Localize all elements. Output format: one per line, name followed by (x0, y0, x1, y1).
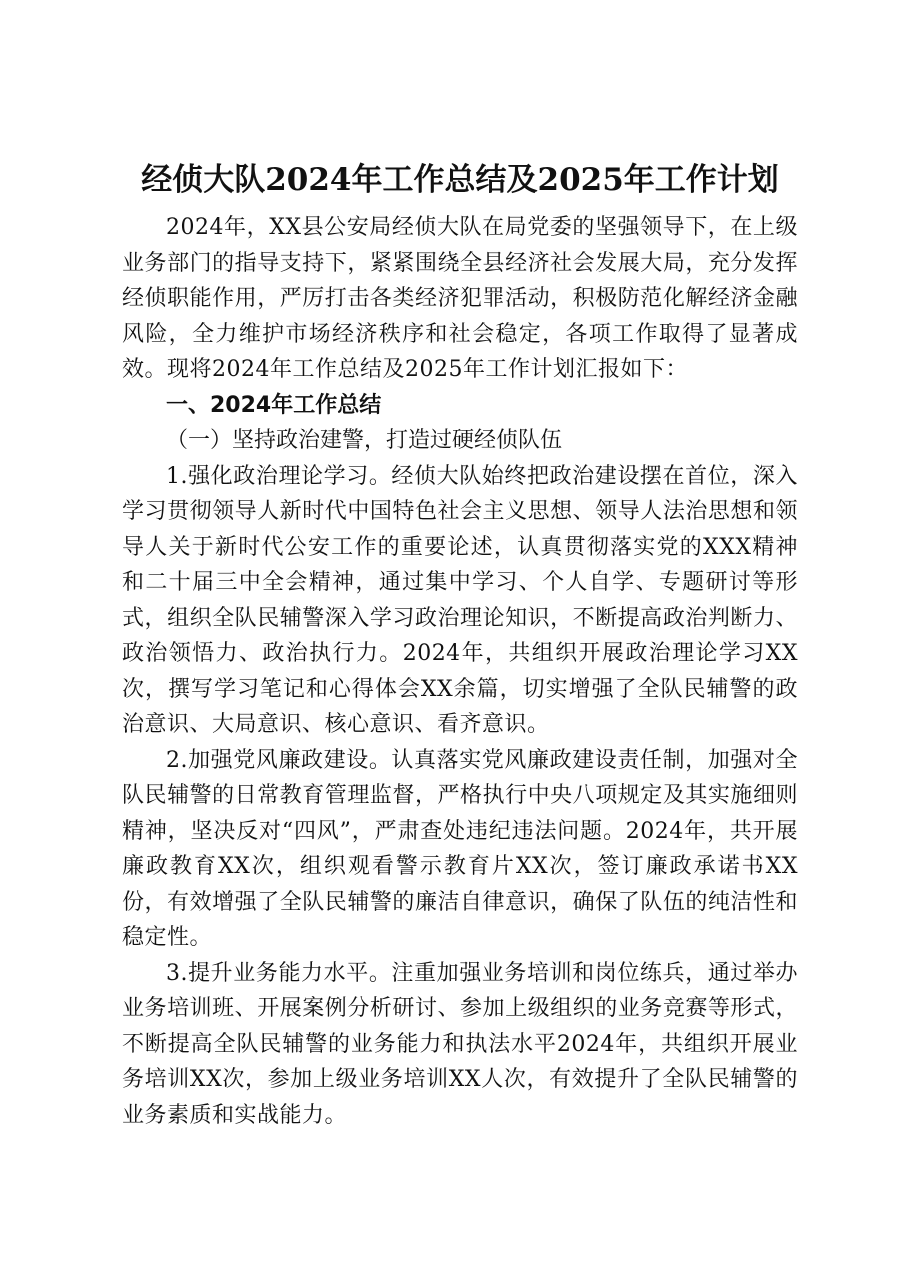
document-page (122, 150, 798, 1133)
document-title: 经侦大队2024年工作总结及2025年工作计划 (141, 162, 779, 198)
section-heading: 一、2024年工作总结 (166, 392, 382, 418)
intro-paragraph: 2024年，XX县公安局经侦大队在局党委的坚强领导下，在上级业务部门的指导支持下，紧紧围绕全县经济社会发展大局，充分发挥经侦职能作用，严厉打击各类经济犯罪活动，积极防范化解经济金融风险，全力维护市场经济秩序和社会稳定，各项工作取得了显著成效。现将2024年工作总结及2025年工作计划汇报如下： (122, 215, 798, 382)
subsection-heading: （一）坚持政治建警，打造过硬经侦队伍 (166, 428, 563, 453)
paragraph-capability-improvement: 3.提升业务能力水平。注重加强业务培训和岗位练兵，通过举办业务培训班、开展案例分析研讨、参加上级组织的业务竞赛等形式，不断提高全队民辅警的业务能力和执法水平2024年，共组织开展业务培训XX次，参加上级业务培训XX人次，有效提升了全队民辅警的业务素质和实战能力。 (122, 960, 798, 1128)
paragraph-integrity-building: 2.加强党风廉政建设。认真落实党风廉政建设责任制，加强对全队民辅警的日常教育管理监督，严格执行中央八项规定及其实施细则精神，坚决反对“四风”，严肃查处违纪违法问题。2024年，共开展廉政教育XX次，组织观看警示教育片XX次，签订廉政承诺书XX份，有效增强了全队民辅警的廉洁自律意识，确保了队伍的纯洁性和稳定性。 (122, 747, 798, 950)
paragraph-political-study: 1.强化政治理论学习。经侦大队始终把政治建设摆在首位，深入学习贯彻领导人新时代中国特色社会主义思想、领导人法治思想和领导人关于新时代公安工作的重要论述，认真贯彻落实党的XXX精神和二十届三中全会精神，通过集中学习、个人自学、专题研讨等形式，组织全队民辅警深入学习政治理论知识，不断提高政治判断力、政治领悟力、政治执行力。2024年，共组织开展政治理论学习XX次，撰写学习笔记和心得体会XX余篇，切实增强了全队民辅警的政治意识、大局意识、核心意识、看齐意识。 (122, 463, 798, 737)
